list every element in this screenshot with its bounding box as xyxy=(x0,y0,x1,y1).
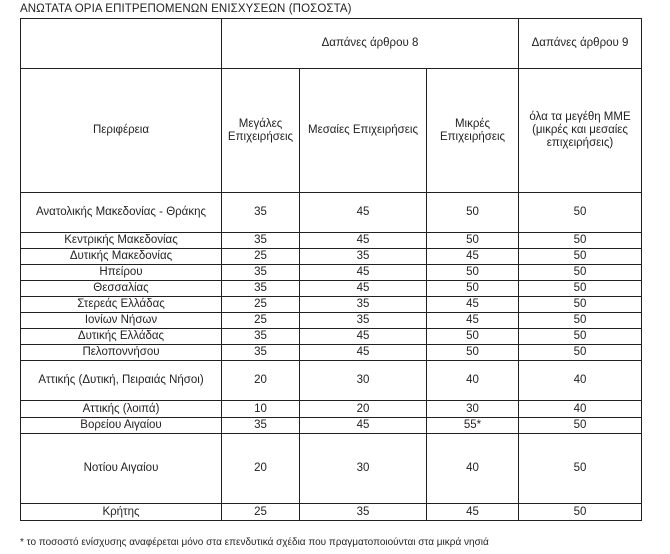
cell-sme: 50 xyxy=(519,504,642,521)
cell-sme: 50 xyxy=(519,329,642,345)
table-row xyxy=(21,233,642,249)
table-row xyxy=(21,249,642,265)
cell-large: 20 xyxy=(222,434,300,504)
header-article9: Δαπάνες άρθρου 9 xyxy=(519,19,642,69)
cell-large: 35 xyxy=(222,418,300,434)
header-group-row xyxy=(21,19,642,69)
header-medium: Μεσαίες Επιχειρήσεις xyxy=(300,69,427,193)
cell-large: 25 xyxy=(222,313,300,329)
aid-limits-table xyxy=(20,18,642,521)
cell-medium: 35 xyxy=(300,297,427,313)
cell-region: Στερεάς Ελλάδας xyxy=(21,297,222,313)
cell-region: Ηπείρου xyxy=(21,265,222,281)
cell-sme: 40 xyxy=(519,401,642,418)
table-row xyxy=(21,504,642,521)
header-empty-cell xyxy=(21,19,222,69)
table-row xyxy=(21,418,642,434)
cell-medium: 45 xyxy=(300,193,427,233)
table-row xyxy=(21,281,642,297)
cell-region: Βορείου Αιγαίου xyxy=(21,418,222,434)
cell-large: 25 xyxy=(222,249,300,265)
cell-medium: 45 xyxy=(300,233,427,249)
cell-small: 40 xyxy=(427,434,519,504)
cell-medium: 45 xyxy=(300,281,427,297)
cell-small: 50 xyxy=(427,345,519,361)
header-columns-row xyxy=(21,69,642,193)
cell-large: 25 xyxy=(222,297,300,313)
page-title: ΑΝΩΤΑΤΑ ΟΡΙΑ ΕΠΙΤΡΕΠΟΜΕΝΩΝ ΕΝΙΣΧΥΣΕΩΝ (ΠΟΣΟΣΤΑ) xyxy=(20,3,352,15)
cell-sme: 50 xyxy=(519,265,642,281)
cell-small: 50 xyxy=(427,281,519,297)
cell-medium: 30 xyxy=(300,361,427,401)
cell-sme: 50 xyxy=(519,313,642,329)
table-row xyxy=(21,401,642,418)
cell-small: 30 xyxy=(427,401,519,418)
cell-region: Κεντρικής Μακεδονίας xyxy=(21,233,222,249)
footnote: * το ποσοστό ενίσχυσης αναφέρεται μόνο στα επενδυτικά σχέδια που πραγματοποιούνται στα μικρά νησιά xyxy=(20,537,489,548)
cell-large: 25 xyxy=(222,504,300,521)
cell-small: 50 xyxy=(427,265,519,281)
header-small: Μικρές Επιχειρήσεις xyxy=(427,69,519,193)
cell-medium: 35 xyxy=(300,504,427,521)
table-body xyxy=(21,193,642,521)
cell-small: 50 xyxy=(427,193,519,233)
cell-small: 40 xyxy=(427,361,519,401)
cell-region: Κρήτης xyxy=(21,504,222,521)
cell-sme: 50 xyxy=(519,281,642,297)
cell-small: 50 xyxy=(427,233,519,249)
table-row xyxy=(21,193,642,233)
table-row xyxy=(21,265,642,281)
cell-medium: 20 xyxy=(300,401,427,418)
cell-large: 35 xyxy=(222,265,300,281)
cell-medium: 45 xyxy=(300,265,427,281)
cell-medium: 45 xyxy=(300,345,427,361)
cell-large: 35 xyxy=(222,281,300,297)
table-row xyxy=(21,297,642,313)
cell-large: 20 xyxy=(222,361,300,401)
table-row xyxy=(21,329,642,345)
cell-small: 45 xyxy=(427,297,519,313)
cell-sme: 50 xyxy=(519,297,642,313)
cell-sme: 40 xyxy=(519,361,642,401)
cell-sme: 50 xyxy=(519,418,642,434)
table-row xyxy=(21,361,642,401)
cell-small: 45 xyxy=(427,313,519,329)
cell-region: Ανατολικής Μακεδονίας - Θράκης xyxy=(21,193,222,233)
cell-medium: 45 xyxy=(300,329,427,345)
cell-region: Αττικής (Δυτική, Πειραιάς Νήσοι) xyxy=(21,361,222,401)
header-article8: Δαπάνες άρθρου 8 xyxy=(222,19,519,69)
table-row xyxy=(21,434,642,504)
cell-medium: 30 xyxy=(300,434,427,504)
cell-large: 35 xyxy=(222,233,300,249)
cell-region: Ιονίων Νήσων xyxy=(21,313,222,329)
cell-small: 55* xyxy=(427,418,519,434)
cell-large: 35 xyxy=(222,193,300,233)
header-region: Περιφέρεια xyxy=(21,69,222,193)
cell-region: Νοτίου Αιγαίου xyxy=(21,434,222,504)
cell-region: Δυτικής Μακεδονίας xyxy=(21,249,222,265)
cell-region: Δυτικής Ελλάδας xyxy=(21,329,222,345)
cell-sme: 50 xyxy=(519,249,642,265)
cell-large: 35 xyxy=(222,329,300,345)
cell-region: Πελοποννήσου xyxy=(21,345,222,361)
cell-medium: 35 xyxy=(300,249,427,265)
header-sme: όλα τα μεγέθη ΜΜΕ (μικρές και μεσαίες επιχειρήσεις) xyxy=(519,69,642,193)
table-row xyxy=(21,345,642,361)
cell-sme: 50 xyxy=(519,345,642,361)
cell-large: 35 xyxy=(222,345,300,361)
cell-sme: 50 xyxy=(519,434,642,504)
table-row xyxy=(21,313,642,329)
cell-region: Αττικής (λοιπά) xyxy=(21,401,222,418)
cell-small: 45 xyxy=(427,504,519,521)
cell-small: 45 xyxy=(427,249,519,265)
cell-medium: 35 xyxy=(300,313,427,329)
cell-small: 50 xyxy=(427,329,519,345)
cell-medium: 45 xyxy=(300,418,427,434)
cell-large: 10 xyxy=(222,401,300,418)
cell-sme: 50 xyxy=(519,233,642,249)
cell-region: Θεσσαλίας xyxy=(21,281,222,297)
cell-sme: 50 xyxy=(519,193,642,233)
header-large: Μεγάλες Επιχειρήσεις xyxy=(222,69,300,193)
